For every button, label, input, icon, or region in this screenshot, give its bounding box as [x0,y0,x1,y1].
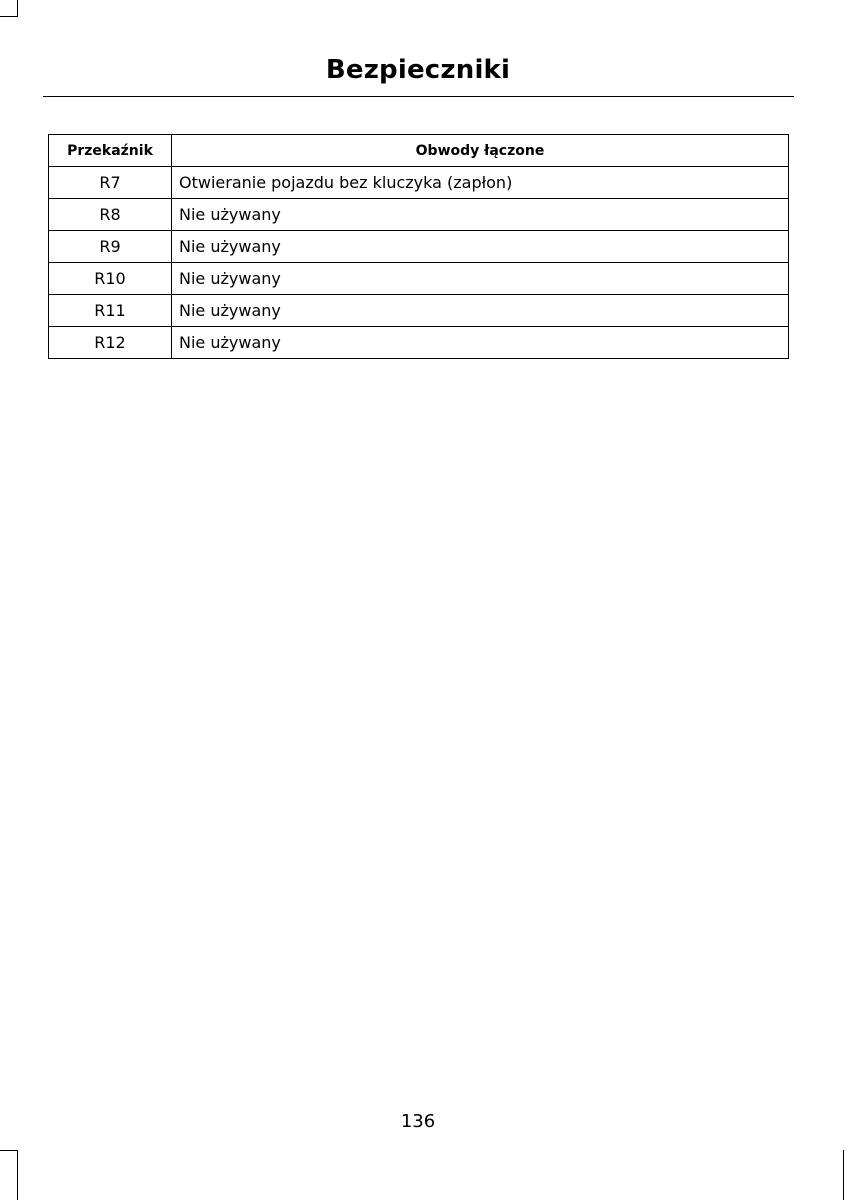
table-row [49,295,789,327]
table-header-row [49,135,789,167]
page-title: Bezpieczniki [325,55,511,85]
table-row [49,167,789,199]
table-row [49,231,789,263]
title-divider [43,96,794,97]
table-row [49,263,789,295]
relay-cell: R9 [49,231,172,263]
crop-mark-bottom-left-horizontal [0,1150,18,1151]
crop-mark-top-left-horizontal [0,16,18,17]
header-relay: Przekaźnik [49,135,172,167]
circuit-cell: Otwieranie pojazdu bez kluczyka (zapłon) [172,167,789,199]
relay-cell: R7 [49,167,172,199]
circuit-cell: Nie używany [172,231,789,263]
table-row [49,327,789,359]
table-row [49,199,789,231]
crop-mark-bottom-left-vertical [17,1150,18,1200]
circuit-cell: Nie używany [172,295,789,327]
relay-cell: R8 [49,199,172,231]
page-number: 136 [400,1111,436,1132]
crop-mark-top-left-vertical [17,0,18,16]
circuit-cell: Nie używany [172,263,789,295]
circuit-cell: Nie używany [172,199,789,231]
relay-cell: R11 [49,295,172,327]
circuit-cell: Nie używany [172,327,789,359]
relay-table [48,134,789,359]
relay-cell: R12 [49,327,172,359]
crop-mark-bottom-right-vertical [843,1150,844,1200]
relay-cell: R10 [49,263,172,295]
header-circuits: Obwody łączone [172,135,789,167]
